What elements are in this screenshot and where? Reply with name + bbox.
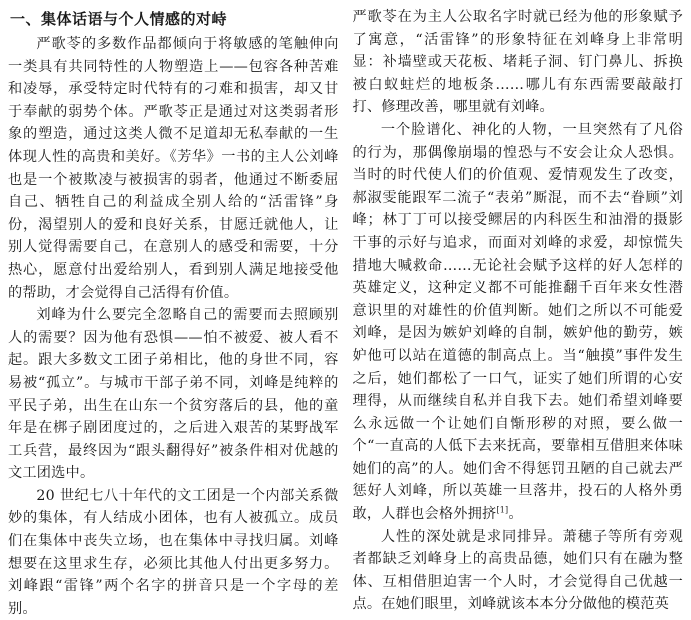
paragraph: 人性的深处就是求同排异。萧穗子等所有旁观者都缺乏刘峰身上的高贵品德，她们只有在融为整体、互相借胆迫害一个人时，才会觉得自己优越一点。在她们眼里，刘峰就该本本分分做他的模范英: [352, 528, 683, 613]
paragraph: 严歌苓的多数作品都倾向于将敏感的笔触伸向一类具有共同特性的人物塑造上——包容各种苦难和凌辱，承受特定时代特有的刁难和损害，却又甘于奉献的弱势个体。严歌苓正是通过对这类弱者形象的塑造，通过这类人微不足道却无私奉献的一生体现人性的高贵和美好。《芳华》一书的主人公刘峰也是一个被欺凌与被损害的弱者，他通过不断委屈自己、牺牲自己的利益成全别人给的“活雷锋”身份，渴望别人的爱和良好关系，甘愿迁就他人，让别人觉得需要自己，在意别人的感受和需要，十分热心，愿意付出爱给别人，看到别人满足地接受他的帮助，才会觉得自己活得有价值。: [8, 36, 339, 301]
right-column: [352, 6, 684, 613]
paragraph: 20 世纪七八十年代的文工团是一个内部关系微妙的集体，有人结成小团体，也有人被孤立。成员们在集体中丧失立场，也在集体中寻找归属。刘峰想要在这里求生存，必须比其他人付出更多努力。刘峰跟“雷锋”两个名字的拼音只是一个字母的差别。: [8, 487, 339, 617]
paragraph-text: 一个脸谱化、神化的人物，一旦突然有了凡俗的行为，那偶像崩塌的惶恐与不安会让众人恐惧。当时的时代使人们的价值观、爱情观发生了改变，郝淑雯能跟军二流子“表弟”厮混，而不去“眷顾”刘峰；林丁丁可以接受鳏居的内科医生和油滑的摄影干事的示好与追求，而面对刘峰的求爱，却惊慌失措地大喊救命……无论社会赋予这样的好人怎样的英雄定义，这种定义都不可能推翻千百年来女性潜意识里的对雄性的价值判断。她们之所以不可能爱刘峰，是因为嫉妒刘峰的自制，嫉妒他的勤劳，嫉妒他可以站在道德的制高点上。当“触摸”事件发生之后，她们都松了一口气，证实了她们所谓的心安理得，从而继续自私并自我下去。她们希望刘峰要么永远做一个让她们自惭形秽的对照，要么做一个“一直高的人低下去来抚高，要靠相互借胆来体味她们的高”的人。她们舍不得惩罚丑陋的自己就去严惩好人刘峰，所以英雄一旦落井，投石的人格外勇敢，人群也会格外拥挤: [352, 121, 683, 523]
reference-mark[interactable]: [1]: [496, 505, 509, 515]
section-title: 一、集体话语与个人情感的对峙: [10, 10, 228, 28]
paragraph: 刘峰为什么要完全忽略自己的需要而去照顾别人的需要？因为他有恐惧——怕不被爱、被人看不起。跟大多数文工团子弟相比，他的身世不同，容易被“孤立”。与城市干部子弟不同，刘峰是纯粹的平民子弟，出生在山东一个贫穷落后的县，他的童年是在梆子剧团度过的，之后进入艰苦的某野战军工兵营，最终因为“跟头翻得好”被条件相对优越的文工团选中。: [8, 307, 339, 482]
left-column: [8, 6, 339, 617]
paragraph-end-punctuation: 。: [508, 506, 523, 523]
paragraph-with-citation: [353, 119, 684, 526]
paragraph-continued: 严歌苓在为主人公取名字时就已经为他的形象赋予了寓意，“活雷锋”的形象特征在刘峰身上非常明显：补墙壁或天花板、堵耗子洞、钉门鼻儿、拆换被白蚁蛀烂的地板条……哪儿有东西需要敲敲打打、修理改善，哪里就有刘峰。: [352, 9, 683, 116]
